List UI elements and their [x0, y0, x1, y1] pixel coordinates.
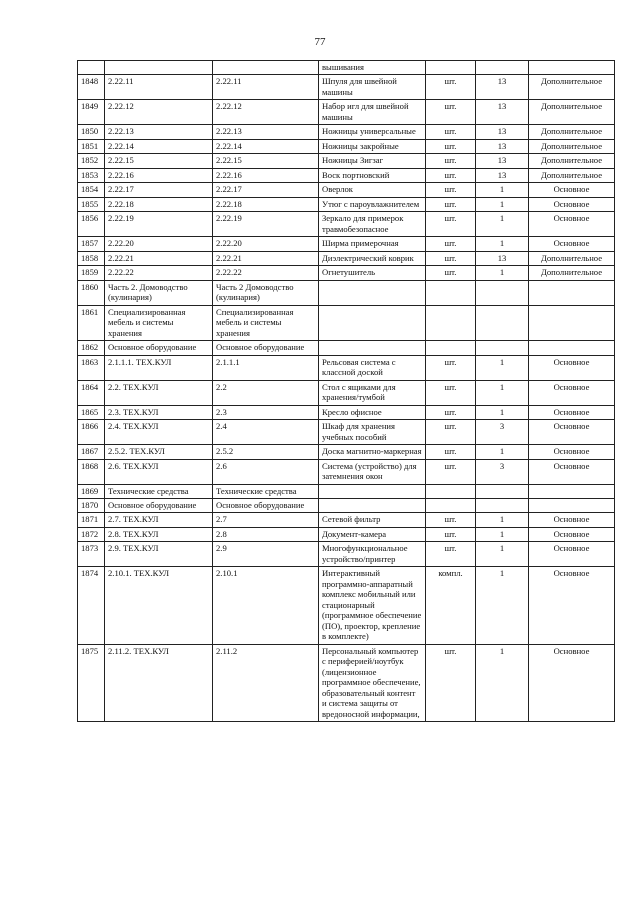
type-cell: Дополнительное — [529, 266, 615, 280]
quantity-cell: 13 — [476, 154, 529, 168]
code-short-cell: Основное оборудование — [213, 498, 319, 512]
code-short-cell: 2.22.11 — [213, 75, 319, 100]
unit-cell — [426, 341, 476, 355]
type-cell: Дополнительное — [529, 154, 615, 168]
name-cell: Кресло офисное — [319, 405, 426, 419]
table-row — [78, 61, 615, 75]
quantity-cell — [476, 61, 529, 75]
unit-cell: шт. — [426, 251, 476, 265]
quantity-cell: 1 — [476, 197, 529, 211]
table-row — [78, 445, 615, 459]
name-cell: Шкаф для хранения учебных пособий — [319, 420, 426, 445]
code-cell — [105, 61, 213, 75]
table-row — [78, 197, 615, 211]
unit-cell: шт. — [426, 212, 476, 237]
type-cell — [529, 280, 615, 305]
code-short-cell: 2.22.14 — [213, 139, 319, 153]
row-number-cell: 1857 — [78, 237, 105, 251]
quantity-cell: 3 — [476, 459, 529, 484]
code-short-cell: 2.22.16 — [213, 168, 319, 182]
type-cell: Основное — [529, 445, 615, 459]
quantity-cell — [476, 341, 529, 355]
code-cell: 2.22.20 — [105, 237, 213, 251]
quantity-cell: 13 — [476, 139, 529, 153]
code-short-cell: 2.7 — [213, 513, 319, 527]
table-row — [78, 139, 615, 153]
code-short-cell: 2.22.21 — [213, 251, 319, 265]
quantity-cell: 13 — [476, 125, 529, 139]
table-row — [78, 527, 615, 541]
row-number-cell: 1860 — [78, 280, 105, 305]
name-cell: Ножницы закройные — [319, 139, 426, 153]
name-cell: Набор игл для швейной машины — [319, 100, 426, 125]
quantity-cell: 13 — [476, 75, 529, 100]
type-cell — [529, 61, 615, 75]
unit-cell: шт. — [426, 266, 476, 280]
code-short-cell: 2.22.19 — [213, 212, 319, 237]
quantity-cell: 1 — [476, 237, 529, 251]
type-cell: Основное — [529, 527, 615, 541]
type-cell: Дополнительное — [529, 251, 615, 265]
type-cell: Дополнительное — [529, 168, 615, 182]
code-short-cell: 2.4 — [213, 420, 319, 445]
name-cell: Ножницы Зигзаг — [319, 154, 426, 168]
row-number-cell: 1848 — [78, 75, 105, 100]
name-cell: Диэлектрический коврик — [319, 251, 426, 265]
name-cell: Огнетушитель — [319, 266, 426, 280]
name-cell — [319, 305, 426, 340]
code-cell: 2.6. ТЕХ.КУЛ — [105, 459, 213, 484]
name-cell: Система (устройство) для затемнения окон — [319, 459, 426, 484]
row-number-cell: 1852 — [78, 154, 105, 168]
unit-cell: шт. — [426, 183, 476, 197]
type-cell: Основное — [529, 567, 615, 644]
code-cell: 2.10.1. ТЕХ.КУЛ — [105, 567, 213, 644]
table-row — [78, 183, 615, 197]
type-cell: Дополнительное — [529, 139, 615, 153]
quantity-cell: 1 — [476, 527, 529, 541]
table-row — [78, 305, 615, 340]
unit-cell: шт. — [426, 154, 476, 168]
name-cell — [319, 341, 426, 355]
unit-cell: компл. — [426, 567, 476, 644]
code-cell: 2.2. ТЕХ.КУЛ — [105, 380, 213, 405]
code-short-cell: 2.11.2 — [213, 644, 319, 721]
code-cell: Часть 2. Домоводство (кулинария) — [105, 280, 213, 305]
row-number-cell: 1855 — [78, 197, 105, 211]
type-cell: Дополнительное — [529, 75, 615, 100]
code-short-cell: 2.6 — [213, 459, 319, 484]
table-row — [78, 355, 615, 380]
unit-cell: шт. — [426, 445, 476, 459]
page-number: 77 — [314, 36, 326, 48]
row-number-cell: 1863 — [78, 355, 105, 380]
row-number-cell: 1872 — [78, 527, 105, 541]
unit-cell: шт. — [426, 380, 476, 405]
type-cell: Дополнительное — [529, 125, 615, 139]
quantity-cell — [476, 484, 529, 498]
code-short-cell: 2.22.12 — [213, 100, 319, 125]
code-cell: 2.11.2. ТЕХ.КУЛ — [105, 644, 213, 721]
quantity-cell — [476, 498, 529, 512]
code-short-cell: Специализированная мебель и системы хранения — [213, 305, 319, 340]
quantity-cell: 1 — [476, 513, 529, 527]
unit-cell: шт. — [426, 405, 476, 419]
code-cell: 2.22.22 — [105, 266, 213, 280]
code-short-cell: Основное оборудование — [213, 341, 319, 355]
code-cell: 2.4. ТЕХ.КУЛ — [105, 420, 213, 445]
row-number-cell: 1854 — [78, 183, 105, 197]
type-cell — [529, 305, 615, 340]
unit-cell — [426, 498, 476, 512]
row-number-cell: 1865 — [78, 405, 105, 419]
row-number-cell: 1859 — [78, 266, 105, 280]
name-cell: Рельсовая система с классной доской — [319, 355, 426, 380]
unit-cell — [426, 484, 476, 498]
unit-cell: шт. — [426, 542, 476, 567]
unit-cell: шт. — [426, 420, 476, 445]
table-row — [78, 212, 615, 237]
unit-cell: шт. — [426, 527, 476, 541]
row-number-cell: 1853 — [78, 168, 105, 182]
type-cell: Основное — [529, 542, 615, 567]
type-cell: Основное — [529, 355, 615, 380]
code-short-cell: 2.1.1.1 — [213, 355, 319, 380]
unit-cell — [426, 280, 476, 305]
name-cell: вышивания — [319, 61, 426, 75]
type-cell: Основное — [529, 380, 615, 405]
table-row — [78, 75, 615, 100]
code-short-cell: 2.22.13 — [213, 125, 319, 139]
quantity-cell: 13 — [476, 168, 529, 182]
table-row — [78, 459, 615, 484]
type-cell — [529, 484, 615, 498]
quantity-cell: 1 — [476, 380, 529, 405]
code-short-cell: Технические средства — [213, 484, 319, 498]
quantity-cell — [476, 280, 529, 305]
code-cell: Специализированная мебель и системы хранения — [105, 305, 213, 340]
type-cell: Основное — [529, 459, 615, 484]
unit-cell: шт. — [426, 168, 476, 182]
unit-cell — [426, 61, 476, 75]
table-row — [78, 380, 615, 405]
code-short-cell: 2.3 — [213, 405, 319, 419]
row-number-cell: 1874 — [78, 567, 105, 644]
table-body — [78, 61, 615, 722]
code-short-cell — [213, 61, 319, 75]
table-row — [78, 251, 615, 265]
name-cell: Шпуля для швейной машины — [319, 75, 426, 100]
table-row — [78, 237, 615, 251]
unit-cell: шт. — [426, 513, 476, 527]
table-row — [78, 154, 615, 168]
code-cell: 2.9. ТЕХ.КУЛ — [105, 542, 213, 567]
quantity-cell: 3 — [476, 420, 529, 445]
unit-cell: шт. — [426, 197, 476, 211]
code-cell: Основное оборудование — [105, 498, 213, 512]
code-cell: Технические средства — [105, 484, 213, 498]
code-cell: Основное оборудование — [105, 341, 213, 355]
table-row — [78, 168, 615, 182]
code-cell: 2.8. ТЕХ.КУЛ — [105, 527, 213, 541]
name-cell: Стол с ящиками для хранения/тумбой — [319, 380, 426, 405]
row-number-cell: 1871 — [78, 513, 105, 527]
unit-cell: шт. — [426, 237, 476, 251]
code-short-cell: 2.22.17 — [213, 183, 319, 197]
name-cell: Сетевой фильтр — [319, 513, 426, 527]
table-row — [78, 644, 615, 721]
quantity-cell: 13 — [476, 100, 529, 125]
code-cell: 2.22.14 — [105, 139, 213, 153]
name-cell — [319, 498, 426, 512]
unit-cell: шт. — [426, 355, 476, 380]
equipment-table — [77, 60, 615, 722]
name-cell: Ножницы универсальные — [319, 125, 426, 139]
quantity-cell: 1 — [476, 644, 529, 721]
code-cell: 2.1.1.1. ТЕХ.КУЛ — [105, 355, 213, 380]
row-number-cell: 1866 — [78, 420, 105, 445]
type-cell: Основное — [529, 197, 615, 211]
row-number-cell — [78, 61, 105, 75]
row-number-cell: 1873 — [78, 542, 105, 567]
code-short-cell: 2.22.18 — [213, 197, 319, 211]
name-cell — [319, 484, 426, 498]
row-number-cell: 1868 — [78, 459, 105, 484]
unit-cell: шт. — [426, 100, 476, 125]
row-number-cell: 1861 — [78, 305, 105, 340]
code-cell: 2.7. ТЕХ.КУЛ — [105, 513, 213, 527]
code-short-cell: Часть 2 Домоводство (кулинария) — [213, 280, 319, 305]
row-number-cell: 1875 — [78, 644, 105, 721]
code-cell: 2.5.2. ТЕХ.КУЛ — [105, 445, 213, 459]
code-cell: 2.22.13 — [105, 125, 213, 139]
row-number-cell: 1870 — [78, 498, 105, 512]
type-cell: Основное — [529, 405, 615, 419]
row-number-cell: 1864 — [78, 380, 105, 405]
name-cell: Утюг с пароувлажнителем — [319, 197, 426, 211]
unit-cell: шт. — [426, 139, 476, 153]
quantity-cell: 1 — [476, 405, 529, 419]
table-row — [78, 405, 615, 419]
code-cell: 2.22.21 — [105, 251, 213, 265]
name-cell: Воск портновский — [319, 168, 426, 182]
table-row — [78, 542, 615, 567]
table-row — [78, 280, 615, 305]
quantity-cell: 1 — [476, 212, 529, 237]
name-cell: Зеркало для примерок травмобезопасное — [319, 212, 426, 237]
table-row — [78, 498, 615, 512]
name-cell: Доска магнитно-маркерная — [319, 445, 426, 459]
quantity-cell: 1 — [476, 445, 529, 459]
type-cell: Основное — [529, 644, 615, 721]
code-cell: 2.22.17 — [105, 183, 213, 197]
code-cell: 2.22.15 — [105, 154, 213, 168]
unit-cell: шт. — [426, 644, 476, 721]
quantity-cell: 1 — [476, 355, 529, 380]
type-cell: Дополнительное — [529, 100, 615, 125]
type-cell: Основное — [529, 183, 615, 197]
type-cell: Основное — [529, 513, 615, 527]
table-row — [78, 484, 615, 498]
code-cell: 2.22.19 — [105, 212, 213, 237]
table-row — [78, 567, 615, 644]
name-cell: Ширма примерочная — [319, 237, 426, 251]
table-row — [78, 125, 615, 139]
code-cell: 2.22.16 — [105, 168, 213, 182]
name-cell: Оверлок — [319, 183, 426, 197]
quantity-cell: 1 — [476, 266, 529, 280]
unit-cell: шт. — [426, 125, 476, 139]
name-cell: Многофункциональное устройство/принтер — [319, 542, 426, 567]
name-cell: Персональный компьютер с периферией/ноутбук (лицензионное программное обеспечение, образовательный контент и система защиты от вредоносной информации, — [319, 644, 426, 721]
quantity-cell: 1 — [476, 183, 529, 197]
code-cell: 2.22.12 — [105, 100, 213, 125]
quantity-cell: 1 — [476, 567, 529, 644]
row-number-cell: 1849 — [78, 100, 105, 125]
code-cell: 2.22.18 — [105, 197, 213, 211]
type-cell — [529, 498, 615, 512]
row-number-cell: 1862 — [78, 341, 105, 355]
code-short-cell: 2.22.20 — [213, 237, 319, 251]
row-number-cell: 1858 — [78, 251, 105, 265]
table-row — [78, 341, 615, 355]
type-cell: Основное — [529, 420, 615, 445]
unit-cell: шт. — [426, 75, 476, 100]
row-number-cell: 1869 — [78, 484, 105, 498]
type-cell: Основное — [529, 212, 615, 237]
table-row — [78, 100, 615, 125]
quantity-cell: 1 — [476, 542, 529, 567]
row-number-cell: 1856 — [78, 212, 105, 237]
quantity-cell — [476, 305, 529, 340]
code-short-cell: 2.22.15 — [213, 154, 319, 168]
table-row — [78, 266, 615, 280]
name-cell — [319, 280, 426, 305]
type-cell: Основное — [529, 237, 615, 251]
row-number-cell: 1867 — [78, 445, 105, 459]
code-cell: 2.22.11 — [105, 75, 213, 100]
table-row — [78, 513, 615, 527]
row-number-cell: 1851 — [78, 139, 105, 153]
name-cell: Интерактивный программно-аппаратный комплекс мобильный или стационарный (программное обеспечение (ПО), проектор, крепление в комплекте) — [319, 567, 426, 644]
unit-cell — [426, 305, 476, 340]
name-cell: Документ-камера — [319, 527, 426, 541]
code-short-cell: 2.2 — [213, 380, 319, 405]
table-row — [78, 420, 615, 445]
row-number-cell: 1850 — [78, 125, 105, 139]
quantity-cell: 13 — [476, 251, 529, 265]
code-short-cell: 2.5.2 — [213, 445, 319, 459]
unit-cell: шт. — [426, 459, 476, 484]
code-short-cell: 2.22.22 — [213, 266, 319, 280]
type-cell — [529, 341, 615, 355]
code-short-cell: 2.8 — [213, 527, 319, 541]
code-short-cell: 2.10.1 — [213, 567, 319, 644]
code-short-cell: 2.9 — [213, 542, 319, 567]
code-cell: 2.3. ТЕХ.КУЛ — [105, 405, 213, 419]
